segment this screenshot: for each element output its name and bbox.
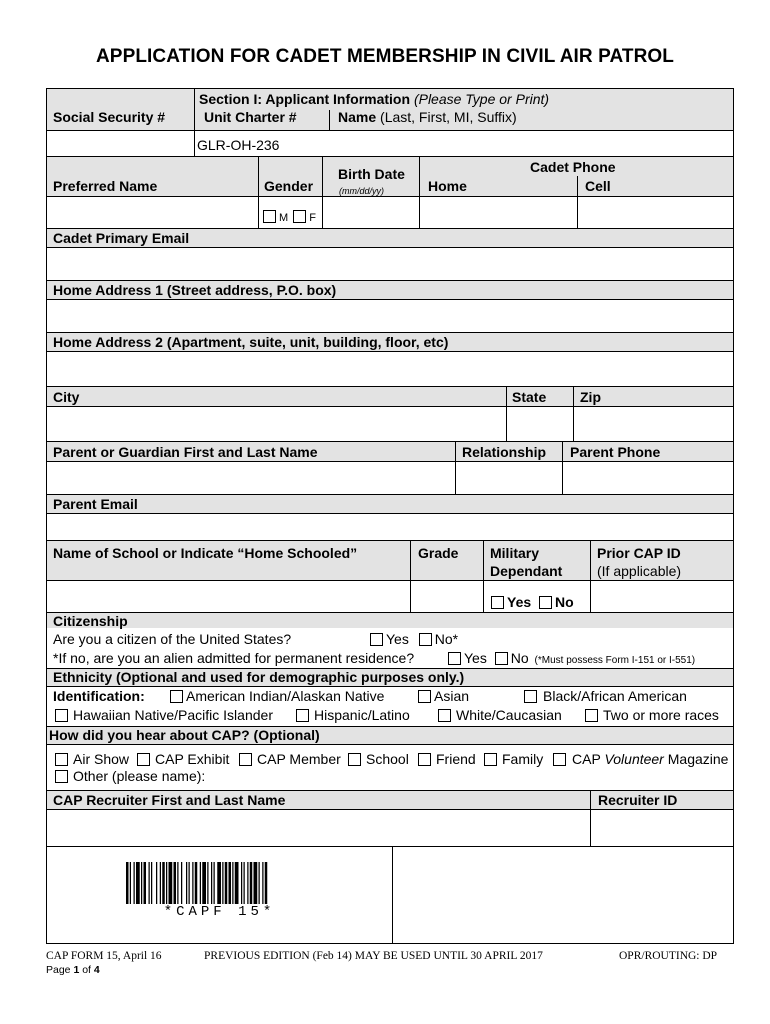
gender-female-checkbox[interactable] bbox=[293, 210, 306, 223]
section1-heading bbox=[199, 91, 549, 107]
ethnicity-label-0: American Indian/Alaskan Native bbox=[186, 688, 385, 704]
ethnicity-checkbox-4[interactable] bbox=[296, 709, 309, 722]
recruiter-id-field[interactable] bbox=[591, 810, 733, 845]
parent-email-field[interactable] bbox=[47, 514, 733, 539]
ethnicity-option-0 bbox=[170, 688, 384, 704]
address2-field[interactable] bbox=[47, 352, 733, 385]
city-field[interactable] bbox=[47, 407, 505, 440]
prior-cap-id-hint: (If applicable) bbox=[597, 563, 682, 579]
relationship-label: Relationship bbox=[462, 444, 547, 460]
ssn-label: Social Security # bbox=[53, 109, 166, 125]
ethnicity-checkbox-2[interactable] bbox=[524, 690, 537, 703]
state-field[interactable] bbox=[507, 407, 572, 440]
name-hint: (Last, First, MI, Suffix) bbox=[380, 109, 517, 125]
ethnicity-option-1 bbox=[418, 688, 469, 704]
preferred-name-label: Preferred Name bbox=[53, 178, 158, 194]
prior-cap-id-label: Prior CAP ID bbox=[597, 545, 681, 561]
ethnicity-option-6 bbox=[585, 707, 719, 723]
footer-form-number: CAP FORM 15, April 16 bbox=[46, 950, 162, 962]
preferred-name-field[interactable] bbox=[47, 197, 257, 227]
hear-other-label: Other (please name): bbox=[73, 768, 206, 784]
military-label-1: Military bbox=[490, 545, 540, 561]
form-barcode bbox=[126, 862, 313, 904]
footer-edition: PREVIOUS EDITION (Feb 14) MAY BE USED UNTIL 30 APRIL 2017 bbox=[204, 950, 543, 962]
ethnicity-label-3: Hawaiian Native/Pacific Islander bbox=[73, 707, 273, 723]
section1-heading-note: (Please Type or Print) bbox=[413, 91, 550, 107]
ethnicity-label-4: Hispanic/Latino bbox=[314, 707, 410, 723]
gender-male-label: M bbox=[279, 212, 289, 224]
hear-label-3: School bbox=[366, 751, 409, 767]
parent-phone-label: Parent Phone bbox=[570, 444, 661, 460]
school-field[interactable] bbox=[47, 581, 409, 611]
parent-email-label-shade bbox=[46, 494, 734, 513]
name-label bbox=[338, 109, 517, 125]
hear-magazine-pre: CAP bbox=[572, 751, 601, 767]
unit-charter-value: GLR-OH-236 bbox=[197, 137, 280, 153]
citizen-question: Are you a citizen of the United States? bbox=[53, 631, 292, 647]
recruiter-name-field[interactable] bbox=[47, 810, 589, 845]
hear-checkbox-magazine[interactable] bbox=[553, 753, 566, 766]
birth-date-field[interactable] bbox=[323, 197, 418, 227]
gender-female-label: F bbox=[309, 212, 316, 224]
cadet-email-field[interactable] bbox=[47, 248, 733, 279]
hear-label-1: CAP Exhibit bbox=[155, 751, 230, 767]
citizen-options bbox=[370, 631, 458, 647]
name-field[interactable] bbox=[330, 131, 733, 155]
ethnicity-label-1: Asian bbox=[434, 688, 470, 704]
form-title: APPLICATION FOR CADET MEMBERSHIP IN CIVIL AIR PATROL bbox=[95, 46, 675, 67]
birth-date-hint: (mm/dd/yy) bbox=[339, 186, 384, 196]
hear-checkbox-4[interactable] bbox=[418, 753, 431, 766]
ethnicity-checkbox-5[interactable] bbox=[438, 709, 451, 722]
ethnicity-label-6: Two or more races bbox=[603, 707, 719, 723]
recruiter-id-label: Recruiter ID bbox=[598, 792, 678, 808]
hear-option-0 bbox=[55, 751, 129, 767]
birth-date-label: Birth Date bbox=[338, 166, 405, 182]
identification-label: Identification: bbox=[53, 688, 145, 704]
home-phone-label: Home bbox=[428, 178, 467, 194]
hear-checkbox-0[interactable] bbox=[55, 753, 68, 766]
ethnicity-checkbox-1[interactable] bbox=[418, 690, 431, 703]
hear-checkbox-5[interactable] bbox=[484, 753, 497, 766]
ethnicity-option-4 bbox=[296, 707, 410, 723]
ethnicity-heading: Ethnicity (Optional and used for demographic purposes only.) bbox=[53, 669, 465, 685]
footer-page-num: 1 bbox=[73, 964, 80, 976]
military-options bbox=[491, 594, 574, 610]
hear-label-0: Air Show bbox=[73, 751, 130, 767]
military-no-label: No bbox=[555, 594, 574, 610]
footer-routing: OPR/ROUTING: DP bbox=[619, 950, 718, 962]
alien-yes-checkbox[interactable] bbox=[448, 652, 461, 665]
cell-phone-label: Cell bbox=[585, 178, 611, 194]
gender-label: Gender bbox=[264, 178, 314, 194]
alien-yes-label: Yes bbox=[464, 650, 487, 666]
gender-options bbox=[263, 210, 316, 226]
military-yes-label: Yes bbox=[507, 594, 532, 610]
parent-name-label: Parent or Guardian First and Last Name bbox=[53, 444, 318, 460]
hear-magazine-post: Magazine bbox=[667, 751, 729, 767]
parent-phone-field[interactable] bbox=[563, 462, 733, 493]
ethnicity-option-3 bbox=[55, 707, 273, 723]
footer-page-total: 4 bbox=[93, 964, 100, 976]
ethnicity-checkbox-0[interactable] bbox=[170, 690, 183, 703]
ethnicity-label-5: White/Caucasian bbox=[456, 707, 562, 723]
address1-label: Home Address 1 (Street address, P.O. box) bbox=[53, 282, 337, 298]
home-phone-field[interactable] bbox=[420, 197, 576, 227]
hear-option-1 bbox=[137, 751, 229, 767]
footer-page-mid: of bbox=[82, 964, 91, 976]
alien-note: (*Must possess Form I-151 or I-551) bbox=[534, 655, 696, 666]
city-label: City bbox=[53, 389, 80, 405]
gender-male-checkbox[interactable] bbox=[263, 210, 276, 223]
hear-option-other bbox=[55, 768, 205, 784]
hear-checkbox-other[interactable] bbox=[55, 770, 68, 783]
cadet-phone-label: Cadet Phone bbox=[530, 159, 616, 175]
section1-heading-text: Section I: Applicant Information bbox=[199, 91, 411, 107]
alien-question: *If no, are you an alien admitted for permanent residence? bbox=[53, 650, 415, 666]
relationship-field[interactable] bbox=[456, 462, 561, 493]
hear-heading: How did you hear about CAP? (Optional) bbox=[49, 727, 320, 743]
citizen-no-checkbox[interactable] bbox=[419, 633, 432, 646]
military-no-checkbox[interactable] bbox=[539, 596, 552, 609]
footer-page bbox=[46, 964, 100, 976]
ethnicity-label-2: Black/African American bbox=[543, 688, 687, 704]
military-label-2: Dependant bbox=[490, 563, 563, 579]
hear-magazine-italic: Volunteer bbox=[604, 751, 664, 767]
hear-label-5: Family bbox=[502, 751, 544, 767]
cadet-email-label: Cadet Primary Email bbox=[53, 230, 190, 246]
address1-field[interactable] bbox=[47, 300, 733, 331]
name-label-text: Name bbox=[338, 109, 377, 125]
ethnicity-checkbox-3[interactable] bbox=[55, 709, 68, 722]
hear-checkbox-1[interactable] bbox=[137, 753, 150, 766]
state-label: State bbox=[512, 389, 547, 405]
hear-option-5 bbox=[484, 751, 543, 767]
grade-field[interactable] bbox=[411, 581, 482, 611]
military-yes-checkbox[interactable] bbox=[491, 596, 504, 609]
hear-label-4: Friend bbox=[436, 751, 476, 767]
citizen-yes-label: Yes bbox=[386, 631, 409, 647]
footer-page-pre: Page bbox=[46, 964, 71, 976]
hear-option-magazine bbox=[553, 751, 728, 767]
unit-charter-label: Unit Charter # bbox=[204, 109, 297, 125]
parent-email-label: Parent Email bbox=[53, 496, 138, 512]
zip-field[interactable] bbox=[574, 407, 733, 440]
alien-options bbox=[448, 650, 695, 669]
citizenship-label-shade bbox=[46, 612, 734, 628]
cell-phone-field[interactable] bbox=[578, 197, 733, 227]
grade-label: Grade bbox=[418, 545, 459, 561]
alien-no-label: No bbox=[510, 650, 529, 666]
hear-option-4 bbox=[418, 751, 476, 767]
alien-no-checkbox[interactable] bbox=[495, 652, 508, 665]
hear-option-2 bbox=[239, 751, 341, 767]
parent-name-field[interactable] bbox=[47, 462, 454, 493]
application-form bbox=[46, 88, 734, 944]
ethnicity-option-5 bbox=[438, 707, 562, 723]
hear-option-3 bbox=[348, 751, 409, 767]
city-label-shade bbox=[46, 386, 734, 406]
ethnicity-option-2 bbox=[524, 688, 687, 704]
recruiter-name-label: CAP Recruiter First and Last Name bbox=[53, 792, 286, 808]
hear-checkbox-3[interactable] bbox=[348, 753, 361, 766]
prior-cap-id-field[interactable] bbox=[591, 581, 733, 611]
address2-label: Home Address 2 (Apartment, suite, unit, building, floor, etc) bbox=[53, 334, 449, 350]
school-label: Name of School or Indicate “Home Schooled” bbox=[53, 545, 358, 561]
barcode-text: *CAPF 15* bbox=[163, 904, 276, 920]
citizen-no-label: No* bbox=[434, 631, 459, 647]
hear-label-2: CAP Member bbox=[257, 751, 341, 767]
hear-checkbox-2[interactable] bbox=[239, 753, 252, 766]
ethnicity-checkbox-6[interactable] bbox=[585, 709, 598, 722]
citizenship-heading: Citizenship bbox=[53, 613, 128, 629]
ssn-field[interactable] bbox=[47, 131, 193, 155]
citizen-yes-checkbox[interactable] bbox=[370, 633, 383, 646]
zip-label: Zip bbox=[580, 389, 601, 405]
